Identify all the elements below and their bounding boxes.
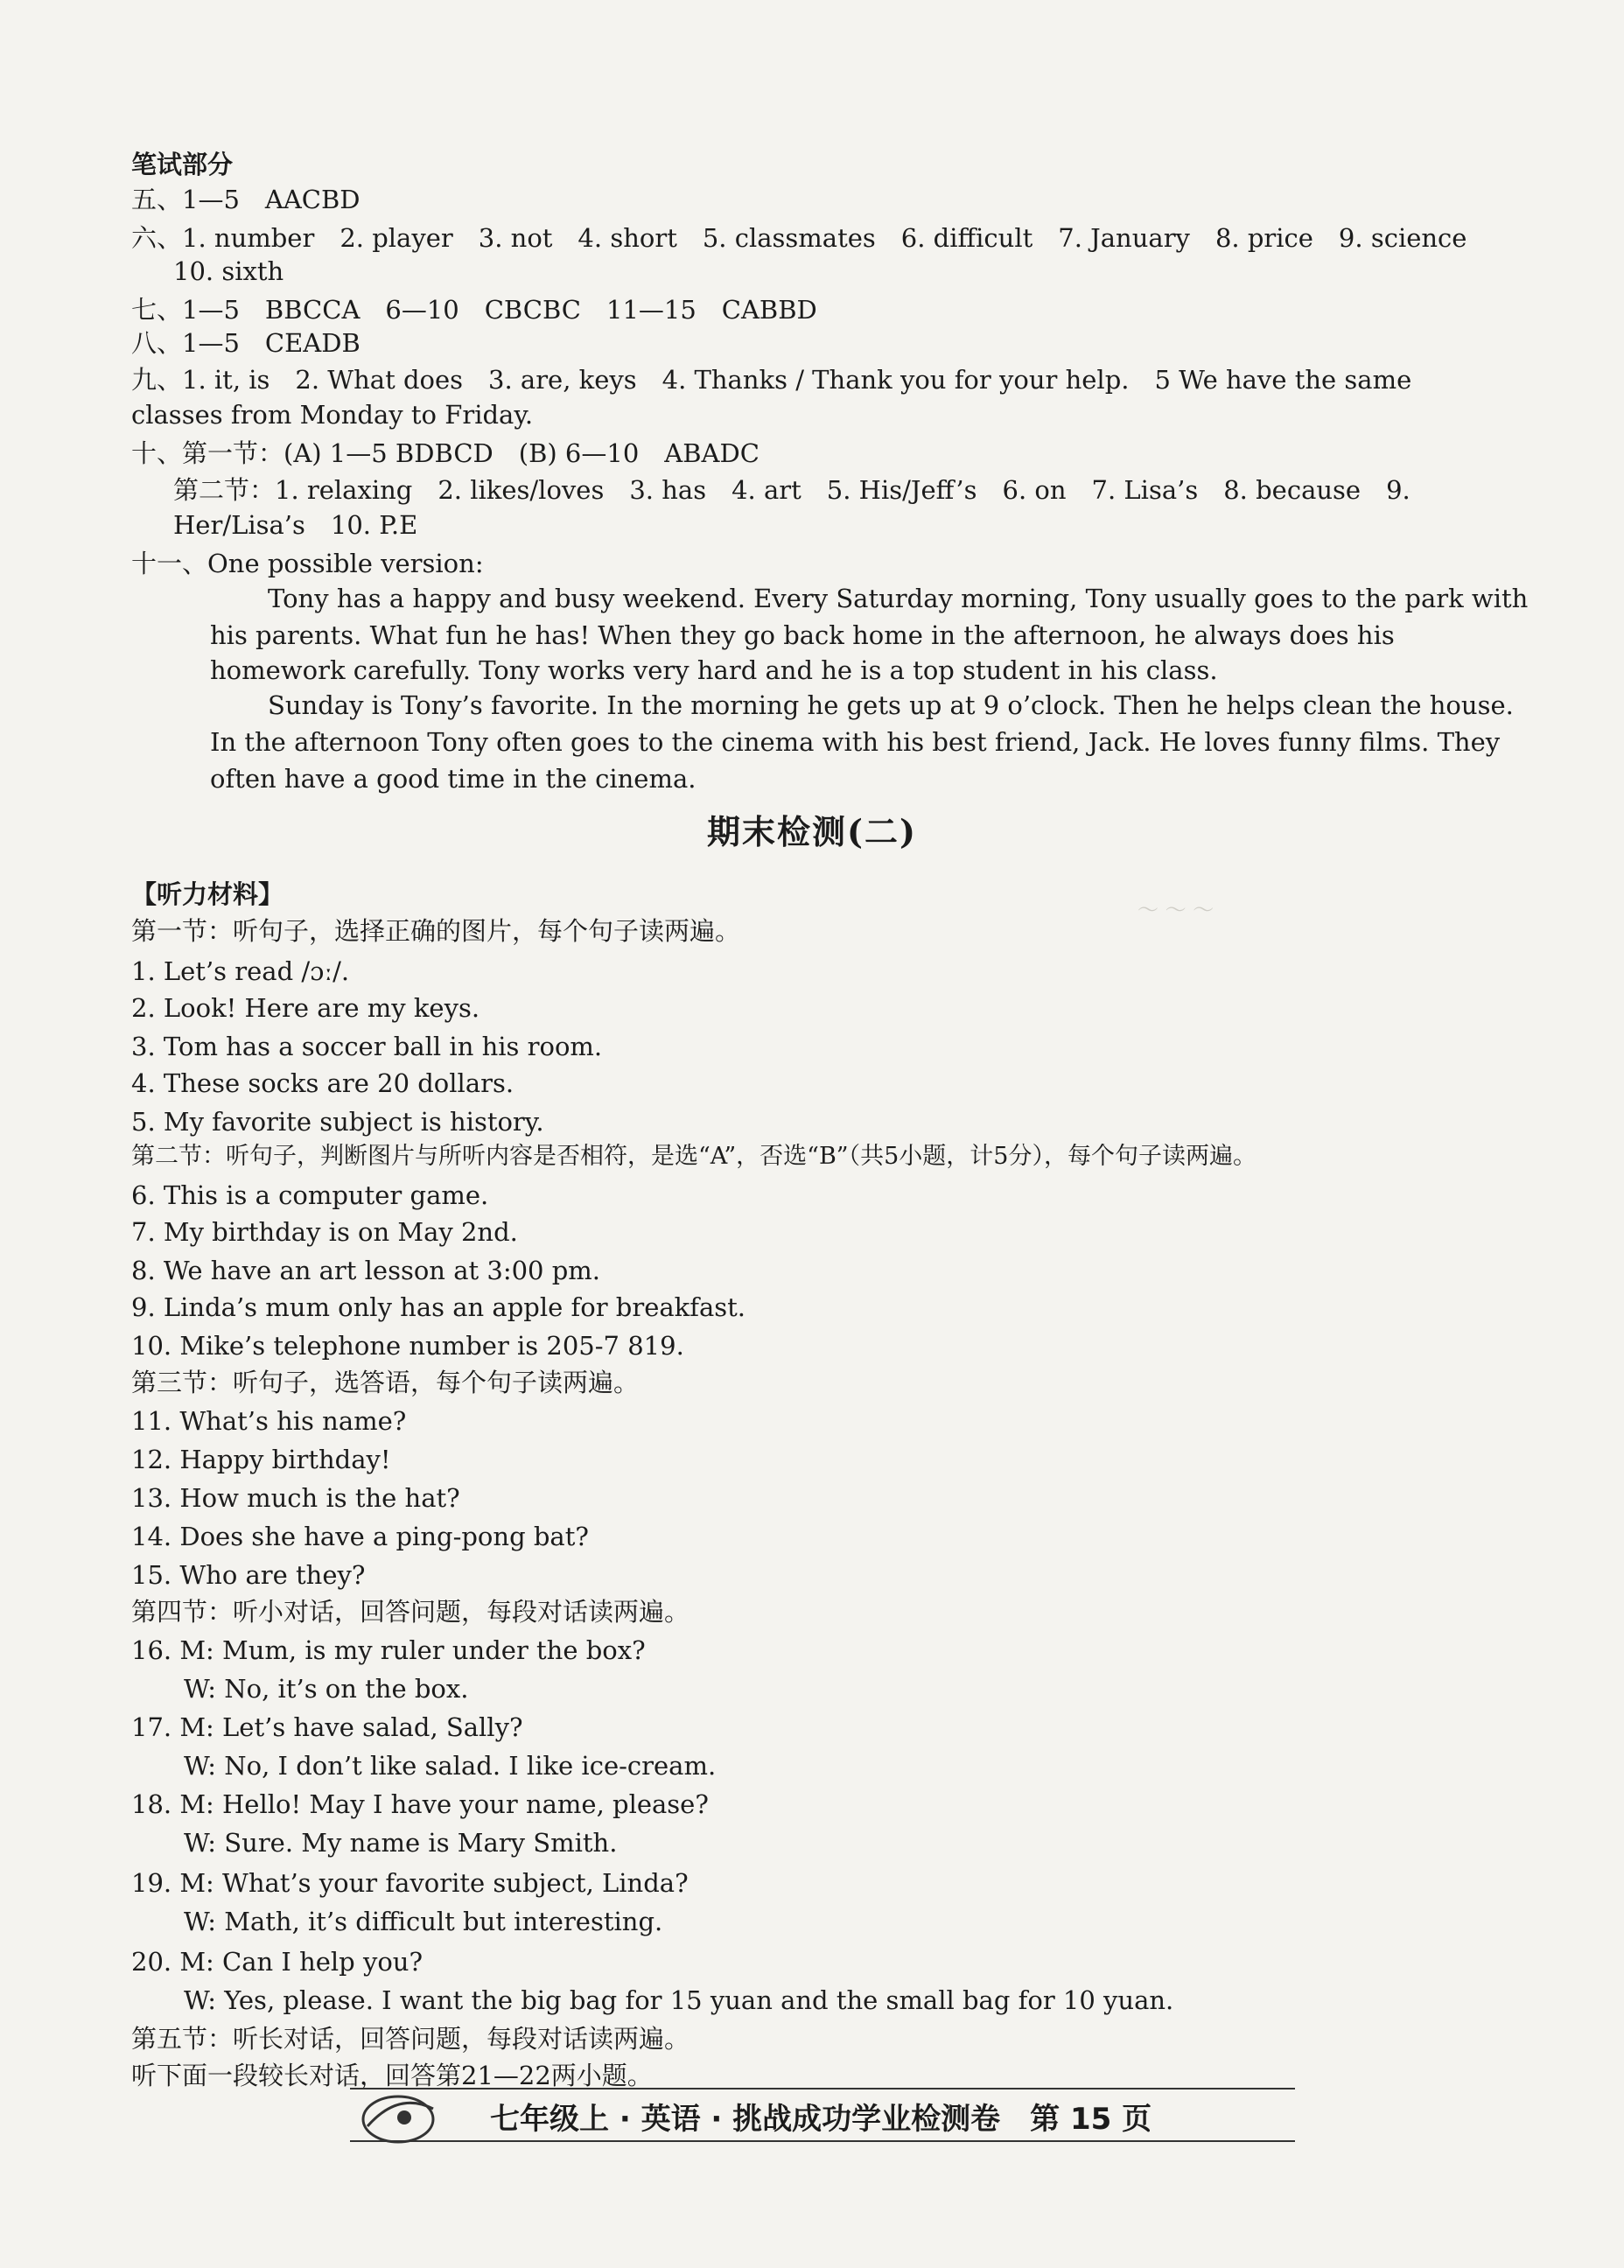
leaf-ornament-icon <box>350 2074 446 2161</box>
listening-item: 3. Tom has a soccer ball in his room. <box>131 1032 603 1061</box>
answer-line-9: 九、1. it, is 2. What does 3. are, keys 4. Thanks / Thank you for your help. 5 We have the same <box>131 365 1412 395</box>
dialogue-line: 18. M: Hello! May I have your name, please? <box>131 1789 709 1819</box>
essay-paragraph-1: Tony has a happy and busy weekend. Every Saturday morning, Tony usually goes to the park with <box>268 584 1529 613</box>
listening-section-2: 第二节：听句子，判断图片与所听内容是否相符，是选“A”，否选“B”（共5小题，计5分），每个句子读两遍。 <box>131 1143 1256 1170</box>
listening-item: 9. Linda’s mum only has an apple for breakfast. <box>131 1292 746 1322</box>
dialogue-line: 19. M: What’s your favorite subject, Linda? <box>131 1868 689 1898</box>
dialogue-line: W: Math, it’s difficult but interesting. <box>184 1907 663 1936</box>
essay-paragraph-2-line-3: often have a good time in the cinema. <box>210 764 696 794</box>
page-footer <box>350 2088 1295 2142</box>
listening-item: 6. This is a computer game. <box>131 1180 489 1210</box>
listening-item: 10. Mike’s telephone number is 205-7 819. <box>131 1331 684 1361</box>
listening-item: 4. These socks are 20 dollars. <box>131 1068 514 1098</box>
listening-item: 13. How much is the hat? <box>131 1483 460 1513</box>
answer-line-10-cont: Her/Lisa’s 10. P.E <box>173 510 418 540</box>
dialogue-line: W: Sure. My name is Mary Smith. <box>184 1828 618 1858</box>
listening-item: 15. Who are they? <box>131 1560 366 1590</box>
answer-line-7: 七、1—5 BBCCA 6—10 CBCBC 11—15 CABBD <box>131 295 817 325</box>
essay-paragraph-2-line-2: In the afternoon Tony often goes to the cinema with his best friend, Jack. He loves funny films. They <box>210 727 1501 757</box>
listening-item: 2. Look! Here are my keys. <box>131 993 480 1023</box>
answer-line-11: 十一、One possible version: <box>131 549 484 578</box>
footer-text: 七年级上 · 英语 · 挑战成功学业检测卷 第 15 页 <box>490 2102 1152 2137</box>
essay-paragraph-1-line-2: his parents. What fun he has! When they go back home in the afternoon, he always does his <box>210 620 1395 650</box>
dialogue-line: 20. M: Can I help you? <box>131 1947 424 1977</box>
listening-section-5-note: 听下面一段较长对话，回答第21—22两小题。 <box>131 2061 653 2090</box>
listening-section-1: 第一节：听句子，选择正确的图片，每个句子读两遍。 <box>131 916 741 946</box>
dialogue-line: 16. M: Mum, is my ruler under the box? <box>131 1635 646 1665</box>
answer-line-9-cont: classes from Monday to Friday. <box>131 400 534 430</box>
answer-line-10-part2: 第二节：1. relaxing 2. likes/loves 3. has 4. art 5. His/Jeff’s 6. on 7. Lisa’s 8. because 9. <box>173 475 1410 505</box>
answer-line-10: 十、第一节：(A) 1—5 BDBCD (B) 6—10 ABADC <box>131 438 760 468</box>
listening-item: 14. Does she have a ping-pong bat? <box>131 1522 589 1551</box>
listening-item: 7. My birthday is on May 2nd. <box>131 1217 518 1247</box>
listening-section-5: 第五节：听长对话，回答问题，每段对话读两遍。 <box>131 2024 690 2054</box>
dialogue-line: W: No, it’s on the box. <box>184 1674 469 1704</box>
answer-line-8: 八、1—5 CEADB <box>131 328 360 358</box>
listening-section-4: 第四节：听小对话，回答问题，每段对话读两遍。 <box>131 1597 690 1627</box>
dialogue-line: W: Yes, please. I want the big bag for 15 yuan and the small bag for 10 yuan. <box>184 1985 1174 2015</box>
answer-line-6: 六、1. number 2. player 3. not 4. short 5. classmates 6. difficult 7. January 8. price 9. science <box>131 223 1467 253</box>
dialogue-line: 17. M: Let’s have salad, Sally? <box>131 1712 523 1742</box>
listening-section-3: 第三节：听句子，选答语，每个句子读两遍。 <box>131 1368 640 1397</box>
listening-item: 12. Happy birthday! <box>131 1445 391 1474</box>
listening-item: 5. My favorite subject is history. <box>131 1107 544 1137</box>
bleed-through-mark: ～ ～ ～ <box>1138 898 1214 922</box>
answer-line-5: 五、1—5 AACBD <box>131 185 360 214</box>
dialogue-line: W: No, I don’t like salad. I like ice-cream. <box>184 1751 717 1781</box>
listening-item: 8. We have an art lesson at 3:00 pm. <box>131 1256 600 1285</box>
written-header: 笔试部分 <box>131 150 234 179</box>
essay-paragraph-2: Sunday is Tony’s favorite. In the morning he gets up at 9 o’clock. Then he helps clean the house. <box>268 690 1514 720</box>
listening-item: 1. Let’s read /ɔː/. <box>131 956 350 986</box>
section-title: 期末检测(二) <box>707 812 917 851</box>
answer-line-6-cont: 10. sixth <box>173 256 284 286</box>
listening-item: 11. What’s his name? <box>131 1406 407 1436</box>
essay-paragraph-1-line-3: homework carefully. Tony works very hard and he is a top student in his class. <box>210 655 1218 685</box>
listening-header: 【听力材料】 <box>131 879 284 909</box>
